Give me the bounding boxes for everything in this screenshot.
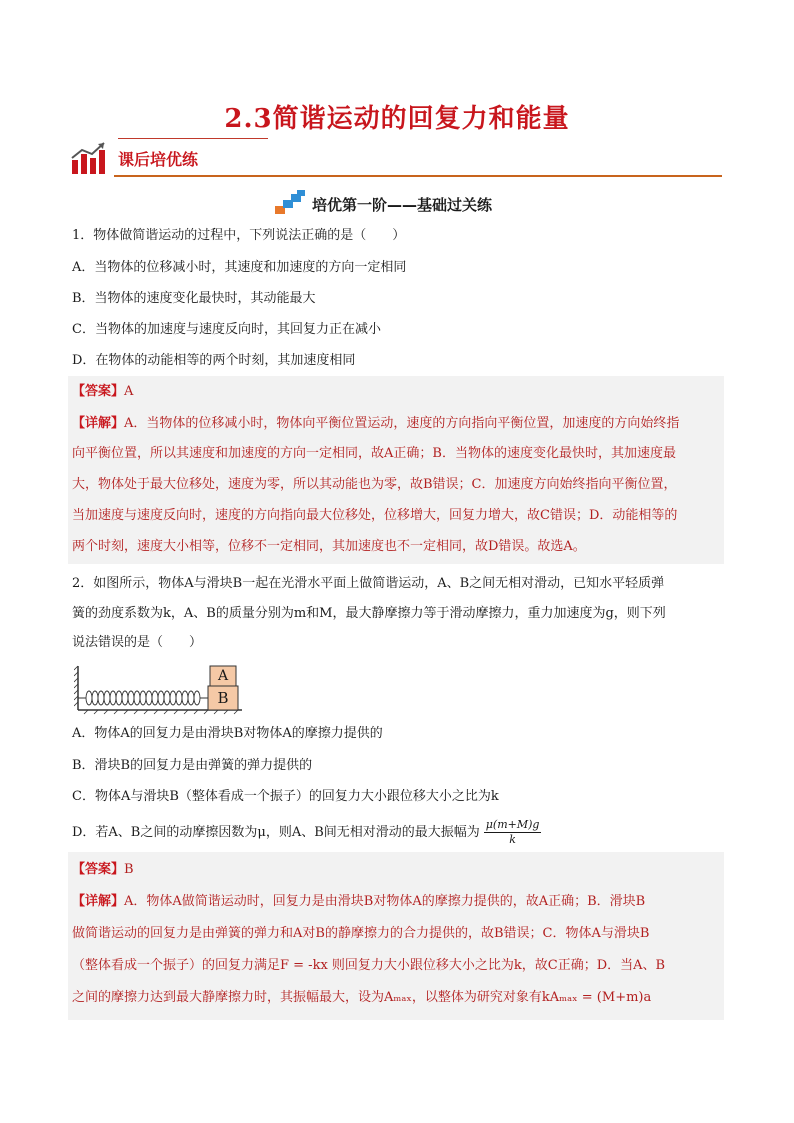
- section-underline: [114, 175, 722, 177]
- section-label: 课后培优练: [118, 150, 199, 169]
- q2-option-a: A．物体A的回复力是由滑块B对物体A的摩擦力提供的: [72, 726, 383, 741]
- q1-answer-value: A: [124, 384, 134, 399]
- page-title: 2.3简谐运动的回复力和能量: [224, 104, 570, 134]
- q1-option-a: A．当物体的位移减小时，其速度和加速度的方向一定相同: [72, 260, 407, 275]
- rising-chart-icon: [70, 140, 110, 176]
- q2-option-d: D．若A、B之间的动摩擦因数为μ，则A、B间无相对滑动的最大振幅为 $\frac{\mu(m+M)g}{k}$: [72, 818, 540, 846]
- q2-stem-line: 簧的劲度系数为k，A、B的质量分别为m和M，最大静摩擦力等于滑动摩擦力，重力加速度为g，则下列: [72, 606, 666, 621]
- q2-stem-line: 说法错误的是（ ）: [72, 635, 203, 650]
- q2-detail-line: 之间的摩擦力达到最大静摩擦力时，其振幅最大，设为Aₘₐₓ，以整体为研究对象有kAₘₐₓ = (M+m)a: [72, 990, 652, 1005]
- q2-stem-line: 2．如图所示，物体A与滑块B一起在光滑水平面上做简谐运动，A、B之间无相对滑动，已知水平轻质弹: [72, 576, 665, 591]
- block-a-label: A: [217, 668, 229, 684]
- stairs-icon: [275, 190, 305, 214]
- q1-answer-line: [72, 382, 133, 402]
- q1-detail-line: 大，物体处于最大位移处，速度为零，所以其动能也为零，故B错误；C．加速度方向始终指向平衡位置，: [72, 477, 677, 492]
- q2-answer-line: [72, 860, 134, 880]
- q2-detail-tag: 【详解】: [72, 894, 125, 909]
- q1-option-c: C．当物体的加速度与速度反向时，其回复力正在减小: [72, 322, 381, 337]
- q2-detail-line: （整体看成一个振子）的回复力满足F = -kx 则回复力大小跟位移大小之比为k，故C正确；D．当A、B: [72, 958, 666, 973]
- block-b-label: B: [217, 689, 229, 707]
- q2-detail-line: 【详解】A．物体A做简谐运动时，回复力是由滑块B对物体A的摩擦力提供的，故A正确；B．滑块B: [72, 894, 646, 909]
- spring-block-figure: [74, 664, 244, 718]
- q1-detail-line: 【详解】A．当物体的位移减小时，物体向平衡位置运动，速度的方向指向平衡位置，加速度的方向始终指: [72, 416, 680, 431]
- q1-detail-line: 两个时刻，速度大小相等，位移不一定相同，其加速度也不一定相同，故D错误。故选A。: [72, 539, 586, 554]
- q1-answer-tag: 【答案】: [72, 384, 125, 399]
- q2-detail-line: 做简谐运动的回复力是由弹簧的弹力和A对B的静摩擦力的合力提供的，故B错误；C．物体A与滑块B: [72, 926, 650, 941]
- section-top-line: [118, 138, 268, 139]
- q1-detail-line: 向平衡位置，所以其速度和加速度的方向一定相同，故A正确；B．当物体的速度变化最快时，其加速度最: [72, 446, 676, 461]
- q2-option-b: B．滑块B的回复力是由弹簧的弹力提供的: [72, 758, 313, 773]
- q1-answer-box: [68, 376, 724, 564]
- section-header: [70, 136, 722, 180]
- max-amplitude-formula: $\frac{\mu(m+M)g}{k}$: [485, 818, 540, 846]
- subsection-header: [0, 188, 794, 218]
- q1-detail-tag: 【详解】: [72, 416, 125, 431]
- q1-option-d: D．在物体的动能相等的两个时刻，其加速度相同: [72, 353, 356, 368]
- q1-detail-line: 当加速度与速度反向时，速度的方向指向最大位移处，位移增大，回复力增大，故C错误；D．动能相等的: [72, 508, 678, 523]
- subsection-label: 培优第一阶——基础过关练: [312, 196, 493, 214]
- q2-option-c: C．物体A与滑块B（整体看成一个振子）的回复力大小跟位移大小之比为k: [72, 789, 499, 804]
- q2-answer-tag: 【答案】: [72, 862, 125, 877]
- q1-stem: 1．物体做简谐运动的过程中，下列说法正确的是（ ）: [72, 228, 406, 243]
- q2-answer-box: [68, 852, 724, 1020]
- q1-option-b: B．当物体的速度变化最快时，其动能最大: [72, 291, 316, 306]
- q2-answer-value: B: [124, 862, 134, 877]
